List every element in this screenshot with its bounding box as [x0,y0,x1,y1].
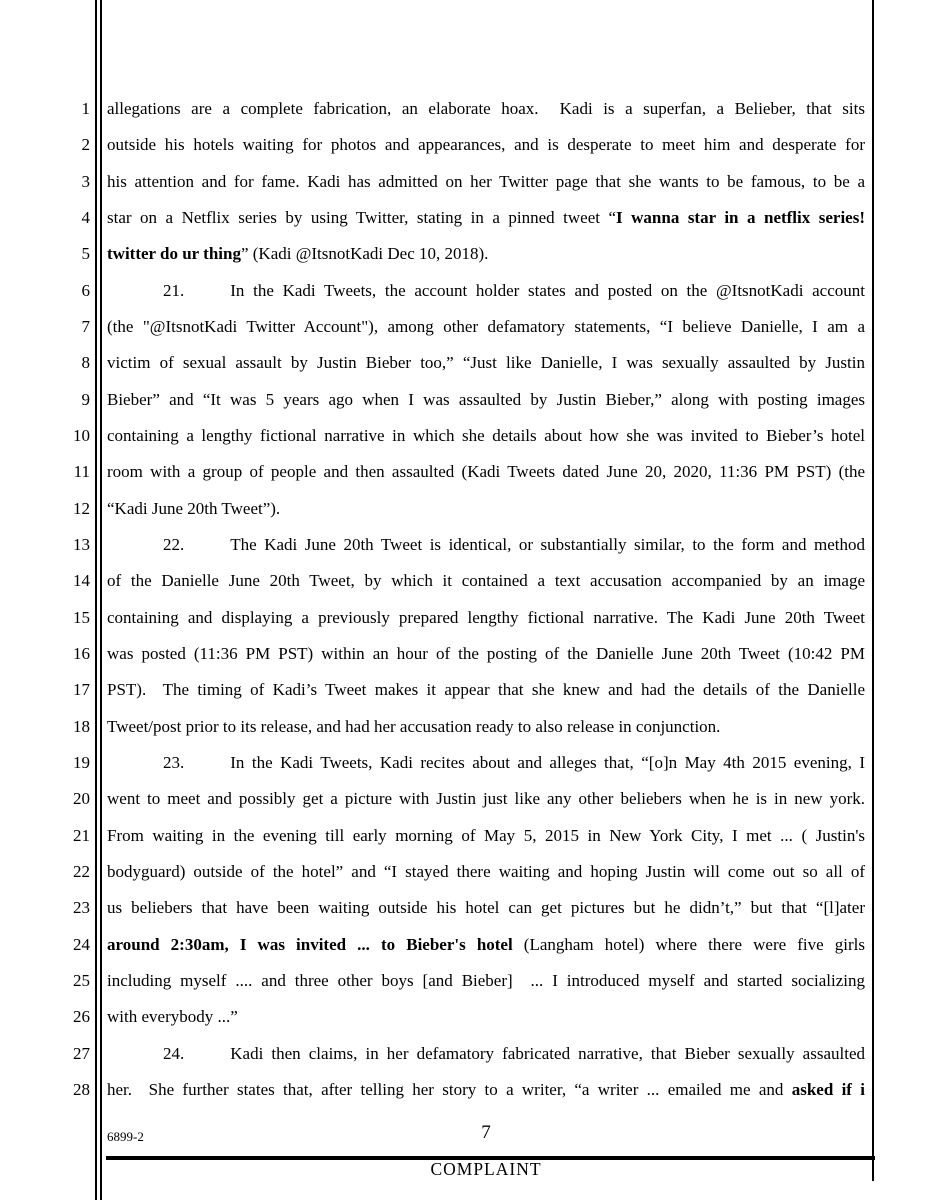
rule-gap [90,127,107,163]
footer-docket-number: 6899-2 [107,1129,144,1144]
footer-document-title: COMPLAINT [430,1159,542,1179]
pleading-line [0,236,873,272]
line-number: 5 [81,244,90,264]
line-text [107,1072,873,1108]
rule-gap [90,1072,107,1108]
line-number: 25 [73,970,90,990]
line-text [107,890,873,926]
rule-gap [90,854,107,890]
rule-gap [90,927,107,963]
line-text [107,527,873,563]
rule-gap [90,309,107,345]
line-text [107,382,873,418]
line-text [107,1036,873,1072]
line-text [107,600,873,636]
pleading-line [0,382,873,418]
line-number: 15 [73,607,90,627]
line-number: 14 [73,571,90,591]
rule-gap [90,600,107,636]
line-number: 4 [81,207,90,227]
pleading-line [0,345,873,381]
pleading-line [0,309,873,345]
line-text [107,745,873,781]
text-segment: star on a Netflix series by using Twitter, stating in a pinned tweet “ [107,207,617,227]
pleading-line [0,745,873,781]
line-number: 21 [73,825,90,845]
rule-gap [90,200,107,236]
line-text [107,999,873,1035]
line-text [107,345,873,381]
pleading-line [0,600,873,636]
line-number: 26 [73,1007,90,1027]
text-segment: The Kadi June 20th Tweet is identical, or substantially similar, to the form and method [230,534,865,554]
line-number: 7 [81,316,90,336]
pleading-line [0,636,873,672]
bold-text-segment: around 2:30am, I was invited ... to Bieber's hotel [107,934,513,954]
pleading-line [0,418,873,454]
line-text [107,927,873,963]
text-segment: ” (Kadi @ItsnotKadi Dec 10, 2018). [240,244,489,264]
line-number: 11 [73,462,90,482]
pleading-line [0,91,873,127]
text-segment: PST). The timing of Kadi’s Tweet makes it appear that she knew and had the details of the Danielle [107,680,865,700]
rule-gap [90,491,107,527]
rule-gap [90,273,107,309]
line-text [107,709,873,745]
text-segment: including myself .... and three other boys [and Bieber] ... I introduced myself and started socializing [107,970,865,990]
line-text [107,818,873,854]
text-segment: 22. [163,534,185,554]
pleading-line [0,854,873,890]
text-segment: (Langham hotel) where there were five girls [512,934,865,954]
line-number: 8 [81,353,90,373]
body-text-block [0,91,873,1108]
line-text [107,273,873,309]
rule-gap [90,527,107,563]
rule-gap [90,709,107,745]
line-number: 20 [73,789,90,809]
line-number: 22 [73,861,90,881]
text-segment: us beliebers that have been waiting outside his hotel can get pictures but he didn’t,” but that “[l]ater [107,898,865,918]
bold-text-segment: twitter do ur thing [107,244,241,264]
text-segment: bodyguard) outside of the hotel” and “I stayed there waiting and hoping Justin will come out so all of [107,861,865,881]
rule-gap [90,454,107,490]
text-segment: victim of sexual assault by Justin Bieber too,” “Just like Danielle, I was sexually assaulted by Justin [107,353,865,373]
pleading-line [0,491,873,527]
rule-gap [90,563,107,599]
pleading-line [0,890,873,926]
pleading-line [0,454,873,490]
line-text [107,491,873,527]
text-segment: Kadi then claims, in her defamatory fabricated narrative, that Bieber sexually assaulted [230,1043,865,1063]
line-number: 18 [73,716,90,736]
line-text [107,454,873,490]
line-text [107,309,873,345]
line-text [107,672,873,708]
rule-gap [90,781,107,817]
text-segment: 21. [163,280,185,300]
rule-gap [90,745,107,781]
line-number: 10 [73,425,90,445]
rule-gap [90,636,107,672]
text-segment: Bieber” and “It was 5 years ago when I was assaulted by Justin Bieber,” along with posting images [107,389,865,409]
pleading-line [0,672,873,708]
text-segment: From waiting in the evening till early morning of May 5, 2015 in New York City, I met ... ( Justin's [107,825,865,845]
pleading-line [0,527,873,563]
text-segment: containing and displaying a previously prepared lengthy fictional narrative. The Kadi June 20th Tweet [107,607,865,627]
text-segment: went to meet and possibly get a picture with Justin just like any other beliebers when he is in new york. [107,789,865,809]
text-segment: allegations are a complete fabrication, an elaborate hoax. Kadi is a superfan, a Belieber, that sits [107,99,865,118]
text-segment: was posted (11:36 PM PST) within an hour of the posting of the Danielle June 20th Tweet (10:42 PM [107,643,865,663]
pleading-line [0,818,873,854]
line-number: 27 [73,1043,90,1063]
text-segment: of the Danielle June 20th Tweet, by which it contained a text accusation accompanied by an image [107,571,865,591]
rule-gap [90,1036,107,1072]
pleading-line [0,563,873,599]
pleading-line [0,781,873,817]
line-text [107,854,873,890]
pleading-line [0,999,873,1035]
line-number: 16 [73,643,90,663]
line-text [107,236,873,272]
line-text [107,781,873,817]
line-text [107,418,873,454]
rule-gap [90,91,107,127]
line-text [107,636,873,672]
pleading-line [0,1036,873,1072]
text-segment: his attention and for fame. Kadi has admitted on her Twitter page that she wants to be famous, to be a [107,171,865,191]
line-text [107,963,873,999]
text-segment: with everybody ...” [107,1007,238,1027]
text-segment: room with a group of people and then assaulted (Kadi Tweets dated June 20, 2020, 11:36 PM PST) (the [107,462,865,482]
line-number: 1 [81,99,90,118]
text-segment: (the "@ItsnotKadi Twitter Account"), among other defamatory statements, “I believe Danielle, I am a [107,316,865,336]
line-text [107,563,873,599]
pleading-line [0,1072,873,1108]
line-number: 28 [73,1079,90,1099]
rule-gap [90,999,107,1035]
rule-gap [90,236,107,272]
pleading-line [0,963,873,999]
line-number: 24 [73,934,90,954]
line-number: 3 [81,171,90,191]
line-number: 9 [81,389,90,409]
line-number: 19 [73,752,90,772]
text-segment: In the Kadi Tweets, Kadi recites about and alleges that, “[o]n May 4th 2015 evening, I [230,752,865,772]
text-segment: In the Kadi Tweets, the account holder states and posted on the @ItsnotKadi account [230,280,865,300]
line-number: 2 [81,135,90,155]
text-segment: her. She further states that, after telling her story to a writer, “a writer ... emailed me and [107,1079,792,1099]
rule-gap [90,672,107,708]
text-segment: outside his hotels waiting for photos and appearances, and is desperate to meet him and desperate for [107,135,865,155]
line-number: 17 [73,680,90,700]
line-text [107,91,873,127]
pleading-line [0,927,873,963]
line-number: 23 [73,898,90,918]
line-number: 12 [73,498,90,518]
text-segment: Tweet/post prior to its release, and had her accusation ready to also release in conjunction. [107,716,721,736]
pleading-line [0,273,873,309]
pleading-line [0,709,873,745]
text-segment: 24. [163,1043,185,1063]
pleading-line [0,127,873,163]
rule-gap [90,345,107,381]
bold-text-segment: asked if i [791,1079,865,1099]
line-text [107,127,873,163]
rule-gap [90,382,107,418]
rule-gap [90,164,107,200]
page-number: 7 [481,1122,491,1143]
pleading-line [0,200,873,236]
line-text [107,200,873,236]
text-segment: “Kadi June 20th Tweet”). [107,498,281,518]
rule-gap [90,418,107,454]
bold-text-segment: I wanna star in a netflix series! [616,207,865,227]
rule-gap [90,890,107,926]
rule-gap [90,818,107,854]
text-segment: containing a lengthy fictional narrative in which she details about how she was invited to Bieber’s hotel [107,425,865,445]
rule-gap [90,963,107,999]
line-number: 6 [81,280,90,300]
pleading-line [0,164,873,200]
line-text [107,164,873,200]
text-segment: 23. [163,752,185,772]
line-number: 13 [73,534,90,554]
